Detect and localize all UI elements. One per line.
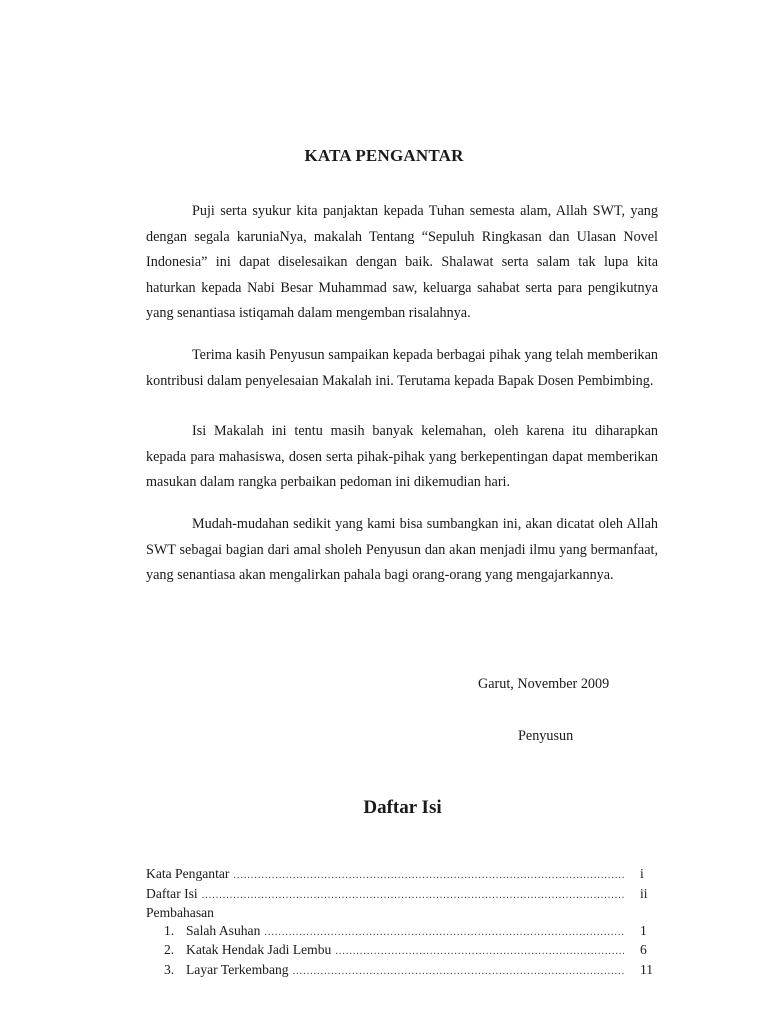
toc-leader-dots <box>293 963 624 981</box>
toc-leader-dots <box>264 924 624 942</box>
toc-subentry-number: 1. <box>164 922 175 938</box>
page-title: KATA PENGANTAR <box>304 146 464 165</box>
paragraph-4-text: Mudah-mudahan sedikit yang kami bisa sumbangkan ini, akan dicatat oleh Allah SWT sebagai bagian dari amal sholeh Penyusun dan akan menjadi ilmu yang bermanfaat, yang senantiasa akan mengalirkan pahala bagi orang-orang yang mengajarkannya. <box>146 516 658 583</box>
toc-subentry-layar-terkembang[interactable] <box>146 961 666 981</box>
toc-subentry-katak-hendak-jadi-lembu[interactable] <box>146 941 666 961</box>
toc-leader-dots <box>233 867 624 885</box>
toc-title: Daftar Isi <box>363 797 442 818</box>
toc-subentry-number: 2. <box>164 942 175 957</box>
toc-subentry-text: Salah Asuhan <box>186 922 261 938</box>
toc-entry-label: Pembahasan <box>146 905 214 920</box>
toc-entry-kata-pengantar[interactable] <box>146 865 666 885</box>
paragraph-3-text: Isi Makalah ini tentu masih banyak kelemahan, oleh karena itu diharapkan kepada para mahasiswa, dosen serta pihak-pihak yang berkepentingan dapat memberikan masukan dalam rangka perbaikan pedoman ini dikemudian hari. <box>146 423 658 490</box>
toc-entry-pembahasan[interactable] <box>146 904 666 922</box>
toc-entry-page: 6 <box>640 942 647 957</box>
toc-entry-page: 11 <box>640 961 654 977</box>
toc-entry-page: 1 <box>640 922 647 938</box>
toc-subentry-label <box>164 941 331 959</box>
toc-entry-page: ii <box>640 885 648 901</box>
toc-subentry-text: Katak Hendak Jadi Lembu <box>186 942 332 957</box>
signature-name: Penyusun <box>518 728 574 744</box>
table-of-contents <box>146 865 666 980</box>
toc-subentry-salah-asuhan[interactable] <box>146 922 666 942</box>
toc-leader-dots <box>335 943 624 961</box>
toc-subentry-label <box>164 961 289 979</box>
toc-subentry-number: 3. <box>164 961 175 977</box>
toc-leader-dots <box>202 887 624 905</box>
paragraph-1 <box>146 199 658 327</box>
paragraph-1-text: Puji serta syukur kita panjaktan kepada Tuhan semesta alam, Allah SWT, yang dengan segala karuniaNya, makalah Tentang “Sepuluh Ringkasan dan Ulasan Novel Indonesia” ini dapat diselesaikan dengan baik. Shalawat serta salam tak lupa kita haturkan kepada Nabi Besar Muhammad saw, keluarga sahabat serta para pengikutnya yang senantiasa istiqamah dalam mengemban risalahnya. <box>146 203 658 321</box>
paragraph-2-text: Terima kasih Penyusun sampaikan kepada berbagai pihak yang telah memberikan kontribusi dalam penyelesaian Makalah ini. Terutama kepada Bapak Dosen Pembimbing. <box>146 347 658 389</box>
toc-entry-label: Kata Pengantar <box>146 866 230 881</box>
paragraph-2 <box>146 343 658 394</box>
toc-entry-daftar-isi[interactable] <box>146 885 666 905</box>
place-date: Garut, November 2009 <box>478 676 610 692</box>
paragraph-4 <box>146 512 658 589</box>
toc-subentry-label <box>164 922 260 940</box>
toc-entry-label: Daftar Isi <box>146 885 198 901</box>
toc-entry-page: i <box>640 866 644 881</box>
paragraph-3 <box>146 419 658 496</box>
toc-subentry-text: Layar Terkembang <box>186 961 289 977</box>
